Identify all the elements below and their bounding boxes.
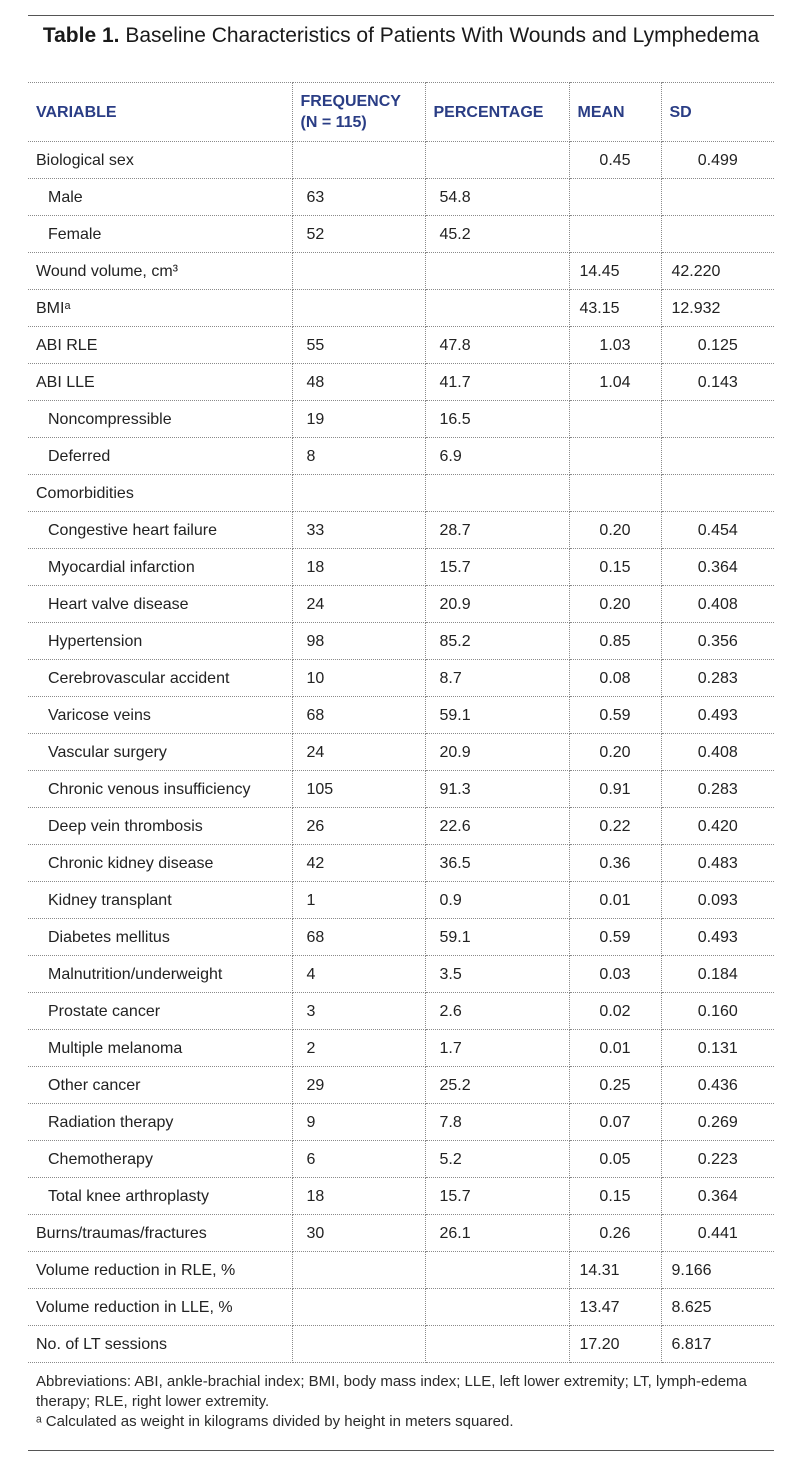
cell-frequency: 26 bbox=[292, 808, 425, 845]
header-row bbox=[28, 83, 774, 142]
cell-frequency: 68 bbox=[292, 919, 425, 956]
cell-frequency: 19 bbox=[292, 401, 425, 438]
table-row bbox=[28, 808, 774, 845]
cell-percentage: 15.7 bbox=[425, 549, 569, 586]
cell-sd: 0.436 bbox=[661, 1067, 774, 1104]
table-notes bbox=[36, 1372, 766, 1432]
cell-percentage: 36.5 bbox=[425, 845, 569, 882]
cell-percentage: 85.2 bbox=[425, 623, 569, 660]
cell-mean: 0.01 bbox=[569, 1030, 661, 1067]
cell-mean: 17.20 bbox=[569, 1326, 661, 1363]
table-row bbox=[28, 549, 774, 586]
cell-variable: Congestive heart failure bbox=[28, 512, 292, 549]
cell-mean bbox=[569, 401, 661, 438]
cell-frequency: 9 bbox=[292, 1104, 425, 1141]
cell-variable: Varicose veins bbox=[28, 697, 292, 734]
cell-sd: 0.364 bbox=[661, 1178, 774, 1215]
cell-frequency: 24 bbox=[292, 734, 425, 771]
cell-mean: 0.36 bbox=[569, 845, 661, 882]
cell-variable: Heart valve disease bbox=[28, 586, 292, 623]
cell-variable: Volume reduction in RLE, % bbox=[28, 1252, 292, 1289]
cell-mean: 1.03 bbox=[569, 327, 661, 364]
cell-sd: 0.125 bbox=[661, 327, 774, 364]
cell-frequency bbox=[292, 475, 425, 512]
cell-mean: 0.03 bbox=[569, 956, 661, 993]
cell-sd: 42.220 bbox=[661, 253, 774, 290]
cell-percentage: 54.8 bbox=[425, 179, 569, 216]
cell-sd: 0.408 bbox=[661, 586, 774, 623]
table-row bbox=[28, 919, 774, 956]
table-row bbox=[28, 216, 774, 253]
table-row bbox=[28, 1326, 774, 1363]
header-percentage: PERCENTAGE bbox=[425, 83, 569, 142]
cell-frequency: 105 bbox=[292, 771, 425, 808]
cell-sd: 0.493 bbox=[661, 919, 774, 956]
cell-sd: 9.166 bbox=[661, 1252, 774, 1289]
cell-mean: 0.59 bbox=[569, 697, 661, 734]
cell-sd: 0.364 bbox=[661, 549, 774, 586]
cell-mean: 0.01 bbox=[569, 882, 661, 919]
cell-mean: 0.45 bbox=[569, 142, 661, 179]
cell-sd: 0.131 bbox=[661, 1030, 774, 1067]
cell-variable: No. of LT sessions bbox=[28, 1326, 292, 1363]
cell-sd: 0.420 bbox=[661, 808, 774, 845]
cell-frequency: 8 bbox=[292, 438, 425, 475]
table-label: Table 1. bbox=[42, 24, 120, 47]
cell-variable: Multiple melanoma bbox=[28, 1030, 292, 1067]
table-row bbox=[28, 364, 774, 401]
cell-variable: Wound volume, cm³ bbox=[28, 253, 292, 290]
table-row bbox=[28, 1215, 774, 1252]
cell-frequency bbox=[292, 1289, 425, 1326]
table-row bbox=[28, 142, 774, 179]
cell-mean: 1.04 bbox=[569, 364, 661, 401]
table-row bbox=[28, 1030, 774, 1067]
table-row bbox=[28, 623, 774, 660]
cell-percentage: 59.1 bbox=[425, 697, 569, 734]
cell-mean bbox=[569, 475, 661, 512]
cell-percentage bbox=[425, 1252, 569, 1289]
cell-frequency: 30 bbox=[292, 1215, 425, 1252]
cell-variable: Deep vein thrombosis bbox=[28, 808, 292, 845]
table-row bbox=[28, 993, 774, 1030]
table-row bbox=[28, 438, 774, 475]
cell-frequency: 33 bbox=[292, 512, 425, 549]
table-row bbox=[28, 179, 774, 216]
table-row bbox=[28, 475, 774, 512]
cell-percentage: 8.7 bbox=[425, 660, 569, 697]
cell-mean: 13.47 bbox=[569, 1289, 661, 1326]
cell-mean: 0.20 bbox=[569, 586, 661, 623]
cell-variable: ABI LLE bbox=[28, 364, 292, 401]
baseline-characteristics-table bbox=[28, 82, 774, 1363]
header-frequency-n: (N = 115) bbox=[300, 114, 367, 131]
cell-sd: 0.483 bbox=[661, 845, 774, 882]
cell-percentage: 45.2 bbox=[425, 216, 569, 253]
cell-frequency: 3 bbox=[292, 993, 425, 1030]
cell-mean: 0.07 bbox=[569, 1104, 661, 1141]
table-row bbox=[28, 660, 774, 697]
cell-sd bbox=[661, 475, 774, 512]
table-row bbox=[28, 253, 774, 290]
cell-variable: Hypertension bbox=[28, 623, 292, 660]
cell-percentage: 28.7 bbox=[425, 512, 569, 549]
cell-frequency: 10 bbox=[292, 660, 425, 697]
table-row bbox=[28, 1252, 774, 1289]
table-row bbox=[28, 586, 774, 623]
cell-percentage: 2.6 bbox=[425, 993, 569, 1030]
cell-percentage: 7.8 bbox=[425, 1104, 569, 1141]
cell-frequency: 18 bbox=[292, 1178, 425, 1215]
header-sd: SD bbox=[661, 83, 774, 142]
cell-variable: Biological sex bbox=[28, 142, 292, 179]
cell-mean: 0.08 bbox=[569, 660, 661, 697]
cell-sd: 0.093 bbox=[661, 882, 774, 919]
cell-frequency: 98 bbox=[292, 623, 425, 660]
cell-mean: 0.26 bbox=[569, 1215, 661, 1252]
cell-frequency bbox=[292, 290, 425, 327]
cell-frequency: 63 bbox=[292, 179, 425, 216]
table-row bbox=[28, 845, 774, 882]
cell-mean: 14.45 bbox=[569, 253, 661, 290]
cell-variable: Myocardial infarction bbox=[28, 549, 292, 586]
cell-sd: 8.625 bbox=[661, 1289, 774, 1326]
cell-mean bbox=[569, 216, 661, 253]
table-title bbox=[28, 22, 774, 50]
cell-frequency: 6 bbox=[292, 1141, 425, 1178]
cell-sd: 0.441 bbox=[661, 1215, 774, 1252]
cell-sd: 0.143 bbox=[661, 364, 774, 401]
cell-percentage: 47.8 bbox=[425, 327, 569, 364]
cell-percentage: 20.9 bbox=[425, 586, 569, 623]
bottom-rule bbox=[28, 1450, 774, 1451]
cell-variable: Kidney transplant bbox=[28, 882, 292, 919]
cell-percentage: 5.2 bbox=[425, 1141, 569, 1178]
cell-variable: Prostate cancer bbox=[28, 993, 292, 1030]
cell-frequency: 42 bbox=[292, 845, 425, 882]
cell-mean: 0.20 bbox=[569, 734, 661, 771]
cell-frequency: 55 bbox=[292, 327, 425, 364]
cell-sd: 12.932 bbox=[661, 290, 774, 327]
cell-sd: 0.160 bbox=[661, 993, 774, 1030]
cell-variable: Total knee arthroplasty bbox=[28, 1178, 292, 1215]
cell-variable: Volume reduction in LLE, % bbox=[28, 1289, 292, 1326]
table-row bbox=[28, 882, 774, 919]
cell-variable: Vascular surgery bbox=[28, 734, 292, 771]
abbreviations-note: Abbreviations: ABI, ankle-brachial index; BMI, body mass index; LLE, left lower extremity; LT, lymph-edema therapy; RLE, right lower extremity. bbox=[36, 1373, 747, 1410]
cell-variable: Other cancer bbox=[28, 1067, 292, 1104]
table-row bbox=[28, 956, 774, 993]
cell-sd: 0.283 bbox=[661, 771, 774, 808]
cell-sd: 6.817 bbox=[661, 1326, 774, 1363]
cell-mean: 0.59 bbox=[569, 919, 661, 956]
cell-percentage: 25.2 bbox=[425, 1067, 569, 1104]
table-row bbox=[28, 734, 774, 771]
cell-sd: 0.493 bbox=[661, 697, 774, 734]
cell-mean: 0.05 bbox=[569, 1141, 661, 1178]
top-rule bbox=[28, 15, 774, 16]
cell-percentage: 6.9 bbox=[425, 438, 569, 475]
cell-frequency: 48 bbox=[292, 364, 425, 401]
cell-mean: 0.25 bbox=[569, 1067, 661, 1104]
cell-percentage: 59.1 bbox=[425, 919, 569, 956]
cell-mean bbox=[569, 179, 661, 216]
cell-sd bbox=[661, 179, 774, 216]
cell-percentage: 15.7 bbox=[425, 1178, 569, 1215]
table-body bbox=[28, 142, 774, 1363]
cell-percentage bbox=[425, 253, 569, 290]
cell-percentage bbox=[425, 142, 569, 179]
cell-percentage: 3.5 bbox=[425, 956, 569, 993]
cell-percentage: 26.1 bbox=[425, 1215, 569, 1252]
cell-variable: Chronic kidney disease bbox=[28, 845, 292, 882]
cell-percentage: 20.9 bbox=[425, 734, 569, 771]
cell-percentage: 0.9 bbox=[425, 882, 569, 919]
cell-frequency: 1 bbox=[292, 882, 425, 919]
table-row bbox=[28, 327, 774, 364]
cell-percentage bbox=[425, 1326, 569, 1363]
header-mean: MEAN bbox=[569, 83, 661, 142]
cell-variable: Noncompressible bbox=[28, 401, 292, 438]
cell-variable: Deferred bbox=[28, 438, 292, 475]
cell-variable: Male bbox=[28, 179, 292, 216]
cell-sd: 0.283 bbox=[661, 660, 774, 697]
table-row bbox=[28, 1289, 774, 1326]
cell-variable: ABI RLE bbox=[28, 327, 292, 364]
table-row bbox=[28, 1104, 774, 1141]
cell-sd: 0.269 bbox=[661, 1104, 774, 1141]
cell-sd: 0.454 bbox=[661, 512, 774, 549]
cell-frequency: 4 bbox=[292, 956, 425, 993]
cell-variable: Burns/traumas/fractures bbox=[28, 1215, 292, 1252]
cell-sd bbox=[661, 401, 774, 438]
cell-frequency: 29 bbox=[292, 1067, 425, 1104]
table-row bbox=[28, 1178, 774, 1215]
cell-variable: Cerebrovascular accident bbox=[28, 660, 292, 697]
cell-mean: 0.91 bbox=[569, 771, 661, 808]
cell-percentage: 91.3 bbox=[425, 771, 569, 808]
table-row bbox=[28, 1141, 774, 1178]
footnote: ᵃ Calculated as weight in kilograms divided by height in meters squared. bbox=[36, 1413, 514, 1430]
cell-mean: 43.15 bbox=[569, 290, 661, 327]
table-caption: Baseline Characteristics of Patients With Wounds and Lymphedema bbox=[125, 24, 760, 47]
cell-variable: Radiation therapy bbox=[28, 1104, 292, 1141]
cell-percentage: 1.7 bbox=[425, 1030, 569, 1067]
cell-frequency: 2 bbox=[292, 1030, 425, 1067]
cell-mean: 0.85 bbox=[569, 623, 661, 660]
cell-mean: 0.20 bbox=[569, 512, 661, 549]
cell-sd: 0.223 bbox=[661, 1141, 774, 1178]
cell-mean: 0.22 bbox=[569, 808, 661, 845]
cell-variable: Malnutrition/underweight bbox=[28, 956, 292, 993]
cell-percentage: 41.7 bbox=[425, 364, 569, 401]
cell-mean: 14.31 bbox=[569, 1252, 661, 1289]
table-row bbox=[28, 290, 774, 327]
cell-frequency: 68 bbox=[292, 697, 425, 734]
cell-sd: 0.356 bbox=[661, 623, 774, 660]
cell-sd bbox=[661, 438, 774, 475]
cell-frequency bbox=[292, 1326, 425, 1363]
cell-frequency: 52 bbox=[292, 216, 425, 253]
cell-variable: Chemotherapy bbox=[28, 1141, 292, 1178]
header-frequency bbox=[292, 83, 425, 142]
cell-mean: 0.15 bbox=[569, 1178, 661, 1215]
header-frequency-label: FREQUENCY bbox=[300, 93, 401, 110]
table-row bbox=[28, 697, 774, 734]
cell-variable: Comorbidities bbox=[28, 475, 292, 512]
cell-mean: 0.15 bbox=[569, 549, 661, 586]
cell-frequency: 24 bbox=[292, 586, 425, 623]
cell-sd: 0.184 bbox=[661, 956, 774, 993]
cell-percentage: 16.5 bbox=[425, 401, 569, 438]
cell-percentage bbox=[425, 1289, 569, 1326]
cell-sd: 0.499 bbox=[661, 142, 774, 179]
cell-sd: 0.408 bbox=[661, 734, 774, 771]
cell-sd bbox=[661, 216, 774, 253]
cell-frequency bbox=[292, 253, 425, 290]
cell-mean: 0.02 bbox=[569, 993, 661, 1030]
table-row bbox=[28, 512, 774, 549]
table-row bbox=[28, 1067, 774, 1104]
table-row bbox=[28, 771, 774, 808]
cell-percentage: 22.6 bbox=[425, 808, 569, 845]
cell-variable: Diabetes mellitus bbox=[28, 919, 292, 956]
cell-percentage bbox=[425, 290, 569, 327]
table-row bbox=[28, 401, 774, 438]
cell-frequency bbox=[292, 142, 425, 179]
cell-variable: BMIᵃ bbox=[28, 290, 292, 327]
cell-mean bbox=[569, 438, 661, 475]
cell-variable: Female bbox=[28, 216, 292, 253]
header-variable: VARIABLE bbox=[28, 83, 292, 142]
cell-frequency: 18 bbox=[292, 549, 425, 586]
cell-percentage bbox=[425, 475, 569, 512]
cell-frequency bbox=[292, 1252, 425, 1289]
cell-variable: Chronic venous insufficiency bbox=[28, 771, 292, 808]
